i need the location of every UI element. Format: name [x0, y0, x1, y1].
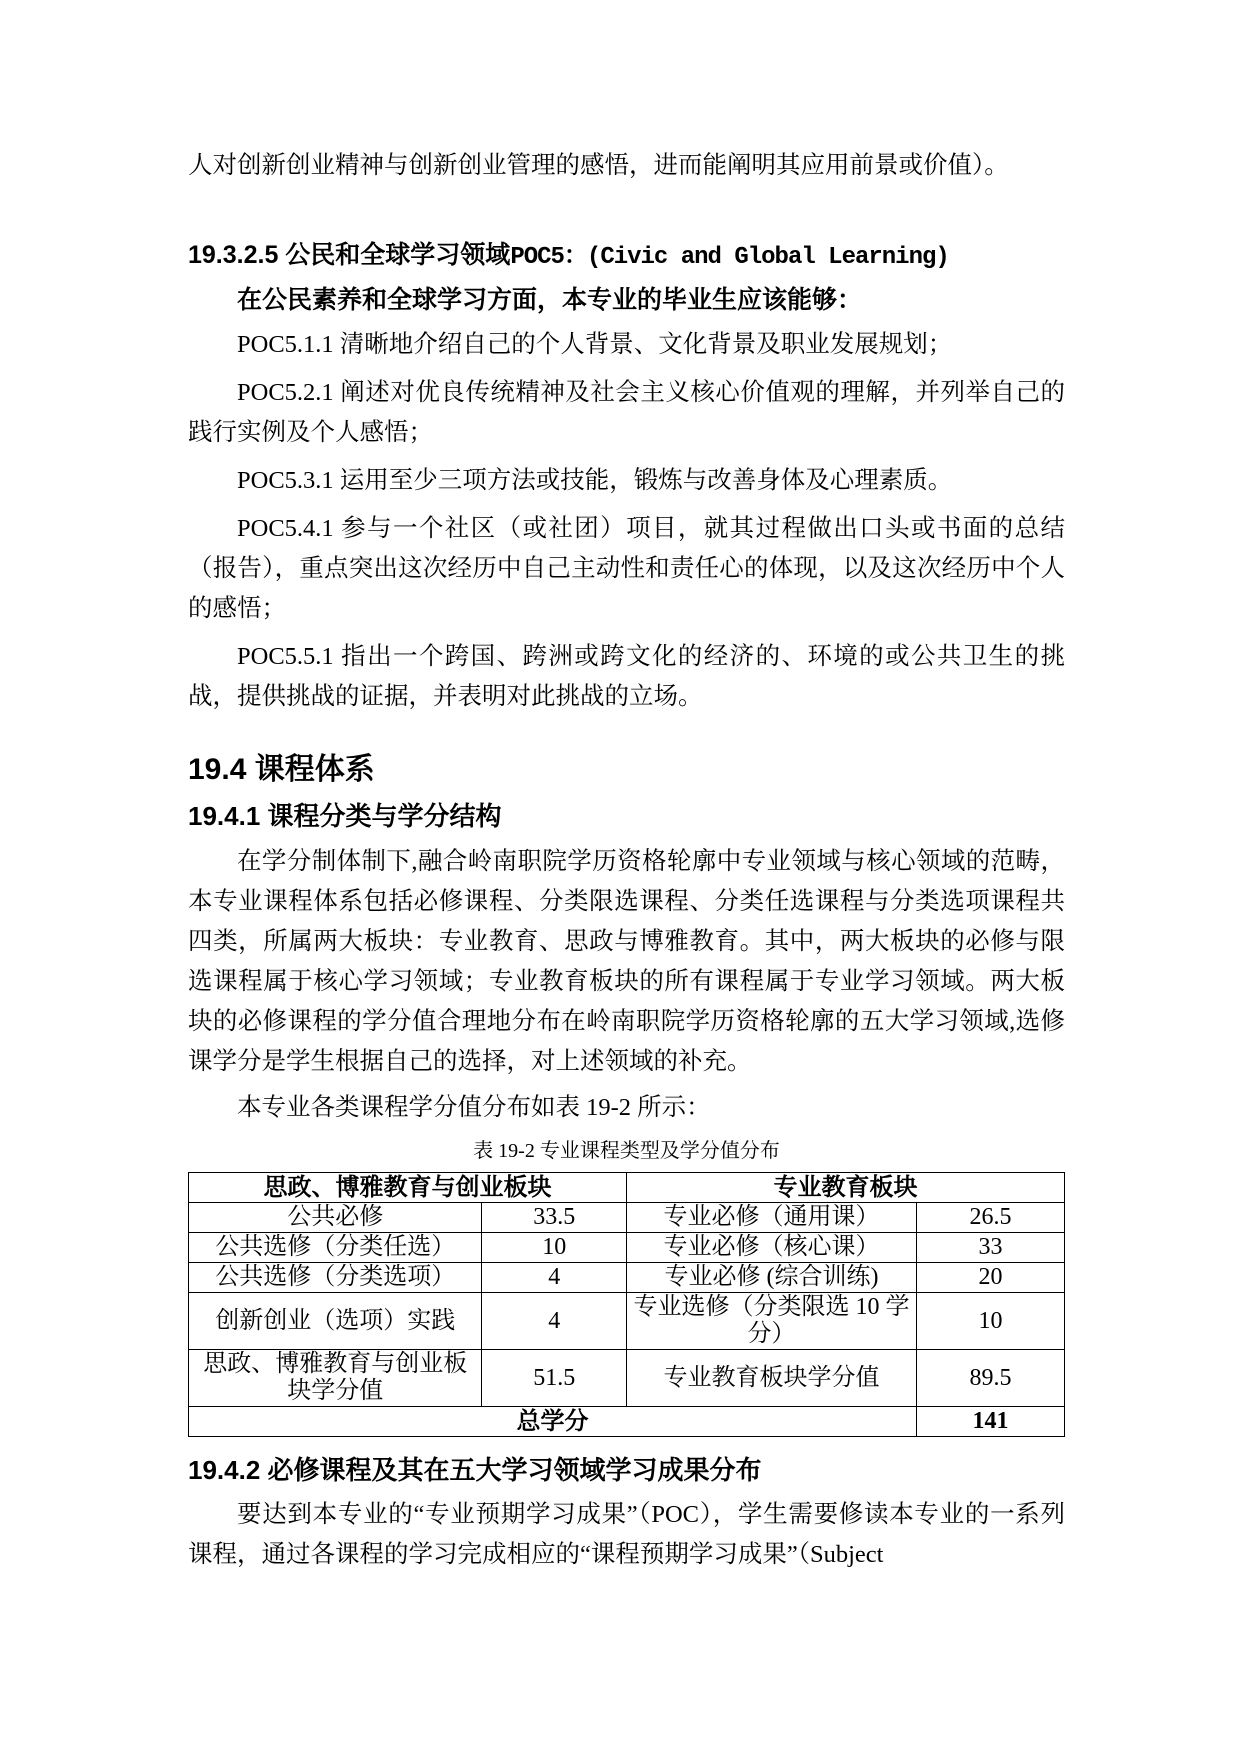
table-cell-category: 公共必修 — [189, 1203, 482, 1233]
table-cell-category: 专业必修（通用课） — [626, 1203, 916, 1233]
paragraph-credit-structure: 在学分制体制下,融合岭南职院学历资格轮廓中专业领域与核心领域的范畴，本专业课程体系包括必修课程、分类限选课程、分类任选课程与分类选项课程共四类，所属两大板块：专业教育、思政与博雅教育。其中，两大板块的必修与限选课程属于核心学习领域；专业教育板块的所有课程属于专业学习领域。两大板块的必修课程的学分值合理地分布在岭南职院学历资格轮廓的五大学习领域,选修课学分是学生根据自己的选择，对上述领域的补充。 — [188, 848, 1065, 1075]
poc5-lead-sentence: 在公民素养和全球学习方面，本专业的毕业生应该能够： — [237, 286, 863, 314]
poc5-item-5: POC5.5.1 指出一个跨国、跨洲或跨文化的经济的、环境的或公共卫生的挑战，提供挑战的证据，并表明对此挑战的立场。 — [188, 643, 1065, 710]
table-cell-category: 专业必修（核心课） — [626, 1233, 916, 1263]
table-cell-category: 公共选修（分类任选） — [189, 1233, 482, 1263]
heading-19-4-1: 19.4.1 课程分类与学分结构 — [188, 801, 502, 831]
table-row — [189, 1263, 1065, 1293]
table-cell-category: 专业选修（分类限选 10 学分） — [626, 1293, 916, 1350]
heading-19-4: 19.4 课程体系 — [188, 753, 375, 786]
heading-19-3-2-5-chinese: 19.3.2.5 公民和全球学习领域 — [188, 241, 511, 269]
table-row — [189, 1203, 1065, 1233]
table-cell-credits: 51.5 — [482, 1350, 627, 1407]
paragraph-required-courses: 要达到本专业的“专业预期学习成果”（POC），学生需要修读本专业的一系列课程，通过各课程的学习完成相应的“课程预期学习成果”（Subject — [188, 1501, 1065, 1568]
table-cell-credits: 33 — [916, 1233, 1064, 1263]
poc5-item-3: POC5.3.1 运用至少三项方法或技能，锻炼与改善身体及心理素质。 — [237, 467, 953, 494]
credit-distribution-table — [188, 1172, 1065, 1437]
table-cell-category: 专业教育板块学分值 — [626, 1350, 916, 1407]
table-cell-category: 创新创业（选项）实践 — [189, 1293, 482, 1350]
poc5-item-1: POC5.1.1 清晰地介绍自己的个人背景、文化背景及职业发展规划； — [237, 331, 953, 358]
paragraph-table-intro: 本专业各类课程学分值分布如表 19-2 所示： — [237, 1094, 711, 1121]
poc5-item-2: POC5.2.1 阐述对优良传统精神及社会主义核心价值观的理解，并列举自己的践行实例及个人感悟； — [188, 379, 1065, 446]
table-cell-credits: 10 — [482, 1233, 627, 1263]
heading-19-3-2-5-english: POC5：(Civic and Global Learning) — [510, 244, 949, 271]
table-header-right-block: 专业教育板块 — [626, 1173, 1064, 1203]
table-cell-credits: 20 — [916, 1263, 1064, 1293]
heading-19-3-2-5 — [188, 234, 1065, 279]
table-cell-category: 公共选修（分类选项） — [189, 1263, 482, 1293]
heading-19-4-2: 19.4.2 必修课程及其在五大学习领域学习成果分布 — [188, 1455, 762, 1485]
table-total-value: 141 — [916, 1407, 1064, 1437]
table-header-row — [189, 1173, 1065, 1203]
table-cell-credits: 10 — [916, 1293, 1064, 1350]
table-cell-category: 专业必修 (综合训练) — [626, 1263, 916, 1293]
table-row — [189, 1233, 1065, 1263]
table-total-label: 总学分 — [189, 1407, 917, 1437]
poc5-item-4: POC5.4.1 参与一个社区（或社团）项目，就其过程做出口头或书面的总结（报告），重点突出这次经历中自己主动性和责任心的体现，以及这次经历中个人的感悟； — [188, 515, 1065, 622]
table-cell-credits: 4 — [482, 1293, 627, 1350]
table-cell-credits: 26.5 — [916, 1203, 1064, 1233]
table-header-left-block: 思政、博雅教育与创业板块 — [189, 1173, 627, 1203]
table-19-2-caption: 表 19-2 专业课程类型及学分值分布 — [473, 1140, 780, 1162]
table-total-row — [189, 1407, 1065, 1437]
table-cell-credits: 4 — [482, 1263, 627, 1293]
continuation-paragraph: 人对创新创业精神与创新创业管理的感悟，进而能阐明其应用前景或价值）。 — [188, 152, 1009, 179]
poc5-outcome-list — [188, 325, 1065, 717]
table-row — [189, 1350, 1065, 1407]
table-cell-credits: 33.5 — [482, 1203, 627, 1233]
table-cell-credits: 89.5 — [916, 1350, 1064, 1407]
table-row — [189, 1293, 1065, 1350]
table-cell-category: 思政、博雅教育与创业板块学分值 — [189, 1350, 482, 1407]
